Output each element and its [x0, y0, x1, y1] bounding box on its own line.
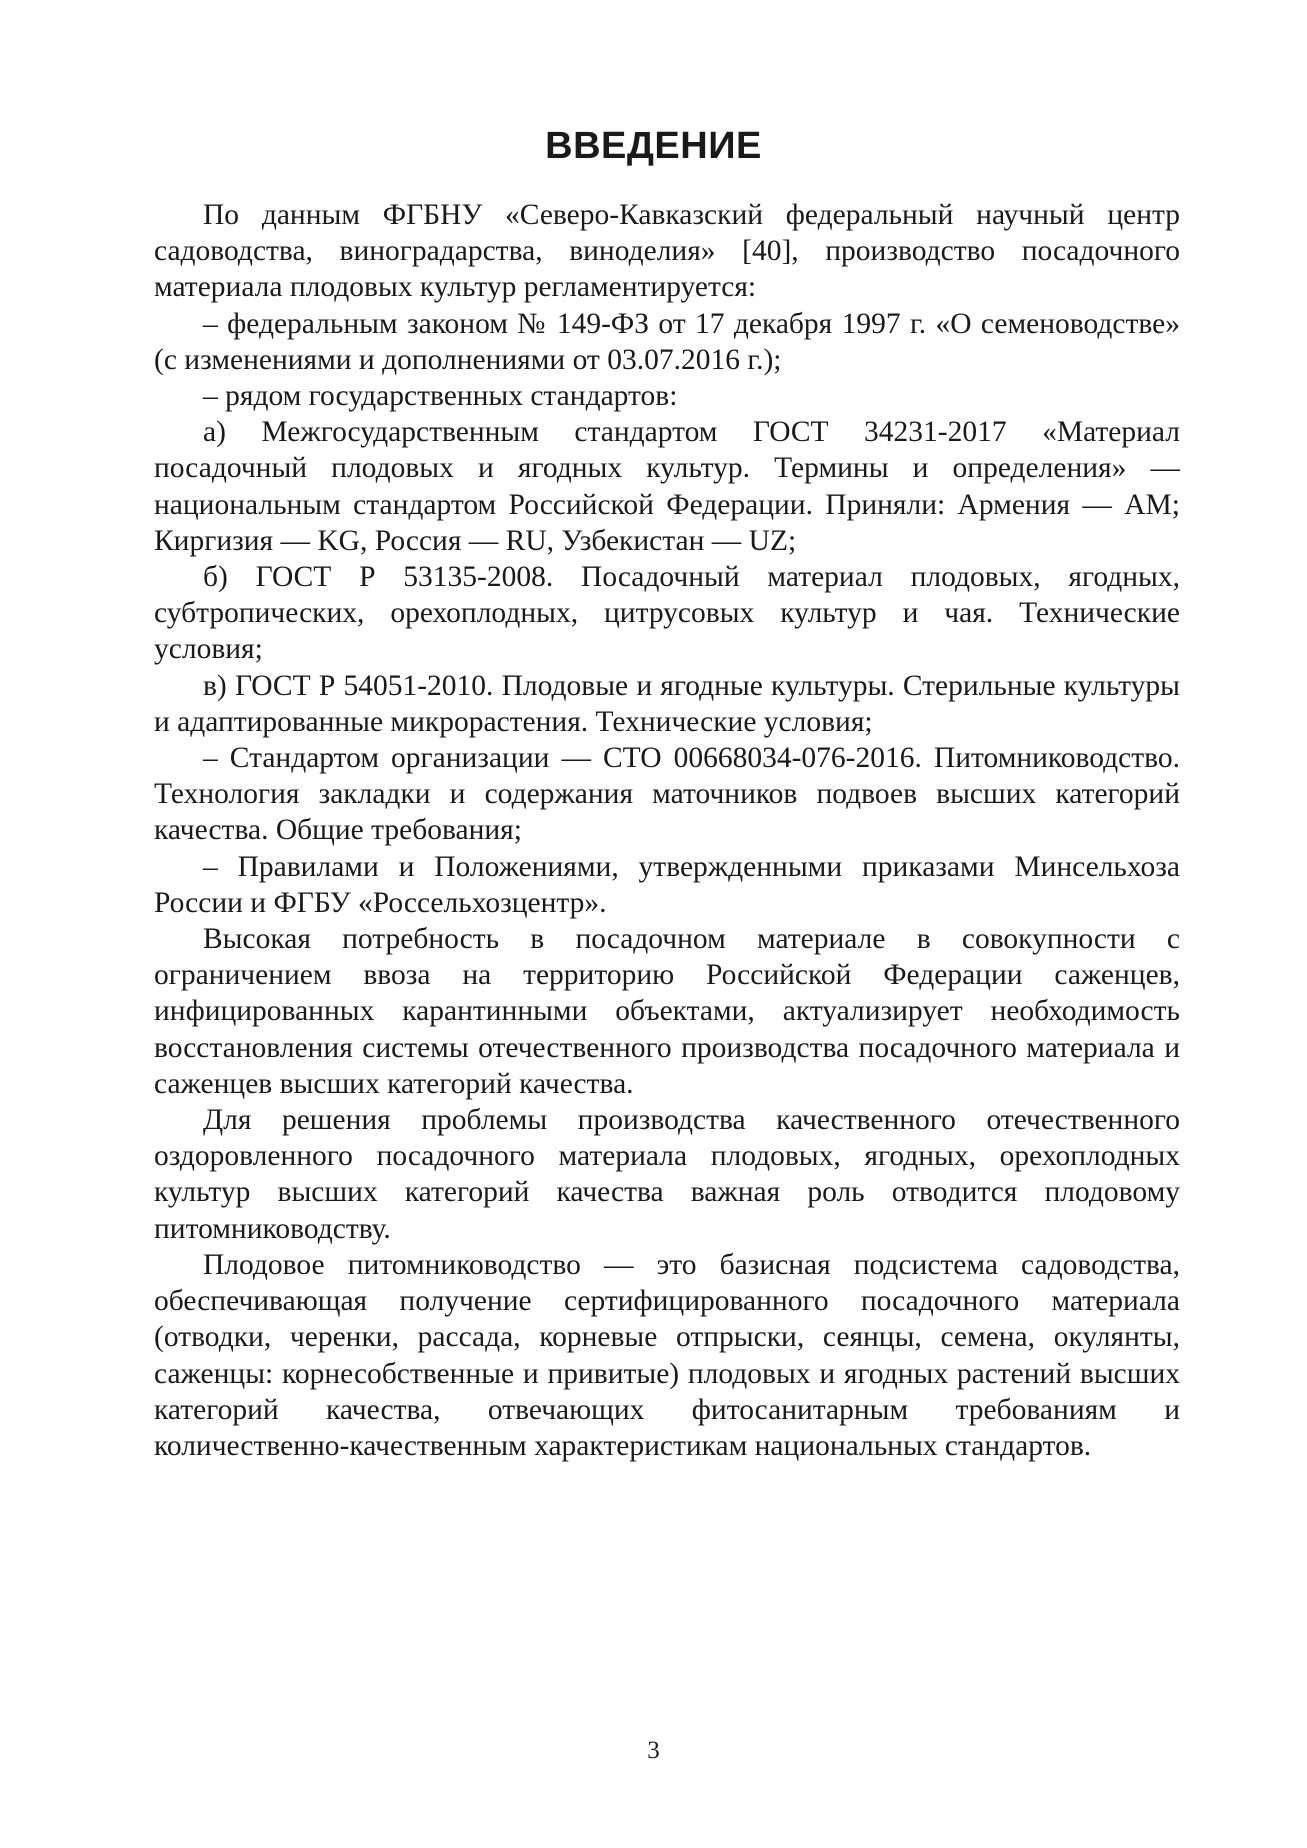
paragraph: – Стандартом организации — СТО 00668034-076-2016. Питомниководство. Технология закладки и содержания маточников подвоев высших категорий качества. Общие требования; — [154, 742, 1180, 847]
paragraph: а) Межгосударственным стандартом ГОСТ 34231-2017 «Материал посадочный плодовых и ягодных культур. Термины и определения» — национальным стандартом Российской Федерации. Приняли: Армения — AM; Киргизия — KG, Россия — RU, Узбекистан — UZ; — [154, 416, 1180, 557]
paragraph: б) ГОСТ Р 53135-2008. Посадочный материал плодовых, ягодных, субтропических, орехоплодных, цитрусовых культур и чая. Технические условия; — [154, 561, 1180, 666]
page-title: ВВЕДЕНИЕ — [545, 125, 762, 167]
paragraph: в) ГОСТ Р 54051-2010. Плодовые и ягодные культуры. Стерильные культуры и адаптированные микрорастения. Технические условия; — [154, 669, 1180, 738]
paragraph: – рядом государственных стандартов: — [203, 380, 678, 413]
body-text — [154, 197, 1180, 1464]
paragraph: Плодовое питомниководство — это базисная подсистема садоводства, обеспечивающая получение сертифицированного посадочного материала (отводки, черенки, рассада, корневые отпрыски, сеянцы, семена, окулянты, саженцы: корнесобственные и привитые) плодовых и ягодных растений высших категорий качества, отвечающих фитосанитарным требованиям и количественно-качественным характеристикам национальных стандартов. — [154, 1248, 1180, 1462]
paragraph: По данным ФГБНУ «Северо-Кавказский федеральный научный центр садоводства, виноградарства, виноделия» [40], производство посадочного материала плодовых культур регламентируется: — [154, 199, 1180, 304]
page-number: 3 — [647, 1737, 660, 1764]
paragraph: Высокая потребность в посадочном материале в совокупности с ограничением ввоза на территорию Российской Федерации саженцев, инфицированных карантинными объектами, актуализирует необходимость восстановления системы отечественного производства посадочного материала и саженцев высших категорий качества. — [154, 923, 1180, 1100]
paragraph: – федеральным законом № 149-ФЗ от 17 декабря 1997 г. «О семеноводстве» (с изменениями и дополнениями от 03.07.2016 г.); — [154, 307, 1180, 376]
paragraph: Для решения проблемы производства качественного отечественного оздоровленного посадочного материала плодовых, ягодных, орехоплодных культур высших категорий качества важная роль отводится плодовому питомниководству. — [154, 1104, 1180, 1245]
paragraph: – Правилами и Положениями, утвержденными приказами Минсельхоза России и ФГБУ «Россельхозцентр». — [154, 850, 1180, 919]
